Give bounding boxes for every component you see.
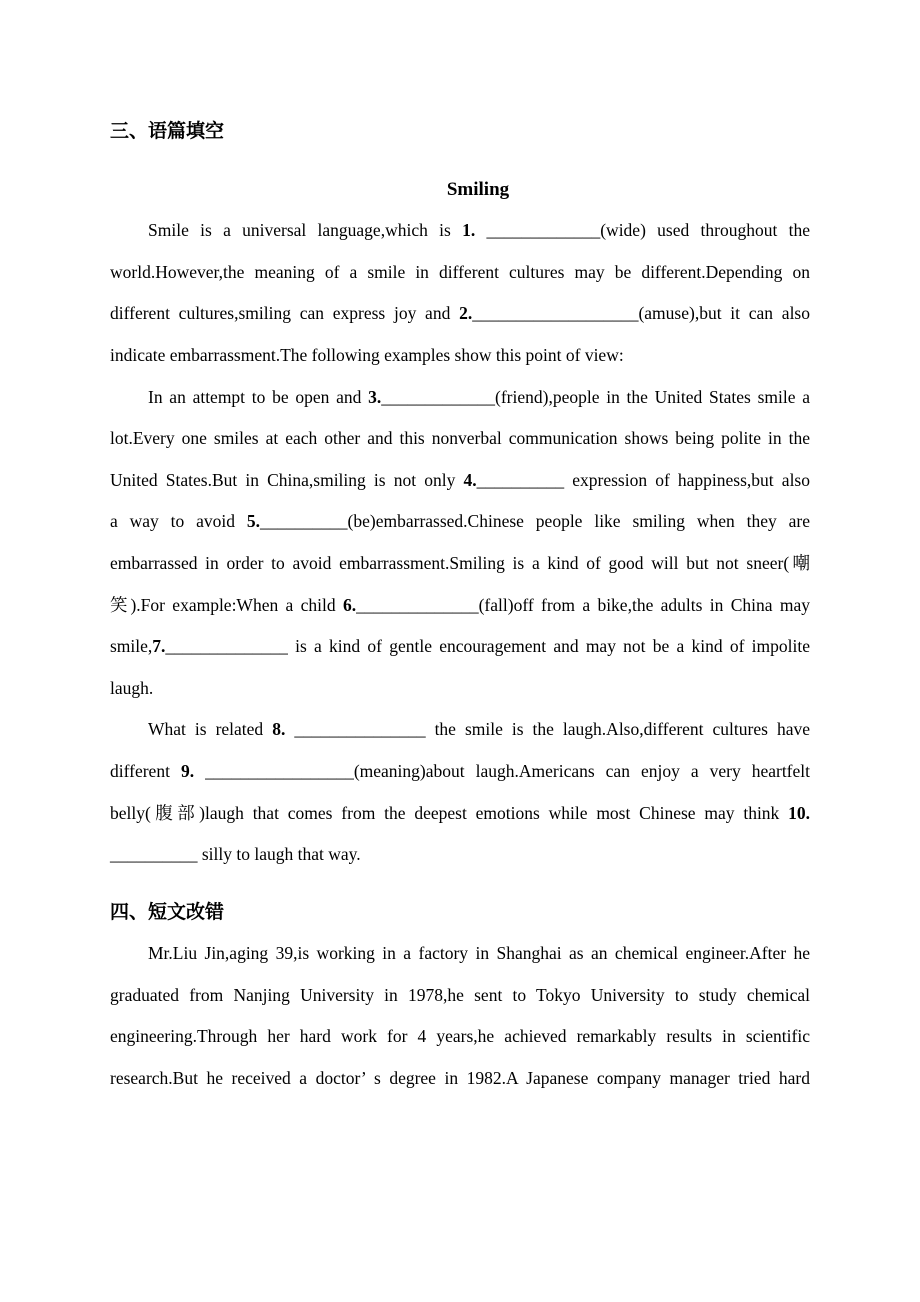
text-line: Mr.Liu Jin,aging 39,is working in a factory in Shanghai as an chemical engineer.After he <box>148 943 810 964</box>
text-line: graduated from Nanjing University in 1978,he sent to Tokyo University to study chemical <box>110 984 810 1005</box>
text-line: a way to avoid 5.__________(be)embarrassed.Chinese people like smiling when they are <box>110 511 810 532</box>
text-line: __________ silly to laugh that way. <box>110 844 361 865</box>
text-line: lot.Every one smiles at each other and this nonverbal communication shows being polite in the <box>110 428 810 449</box>
paragraph <box>110 933 810 1099</box>
text-line: Smile is a universal language,which is 1. _____________(wide) used throughout the <box>148 220 810 241</box>
text-line: laugh. <box>110 677 154 698</box>
section-heading-cloze: 三、语篇填空 <box>110 121 225 142</box>
text-line: belly(腹部)laugh that comes from the deepest emotions while most Chinese may think 10. <box>110 802 810 823</box>
text-line: research.But he received a doctor’ s degree in 1982.A Japanese company manager tried hard <box>110 1068 810 1089</box>
text-line: different 9. _________________(meaning)about laugh.Americans can enjoy a very heartfelt <box>110 760 810 781</box>
text-line: United States.But in China,smiling is not only 4.__________ expression of happiness,but also <box>110 469 810 490</box>
section-heading-error-correction: 四、短文改错 <box>110 901 225 923</box>
text-line: smile,7.______________ is a kind of gentle encouragement and may not be a kind of impolite <box>110 636 810 657</box>
paragraph <box>110 210 810 376</box>
passage-title: Smiling <box>446 178 510 200</box>
paragraph <box>110 377 810 710</box>
text-line: world.However,the meaning of a smile in different cultures may be different.Depending on <box>110 261 810 282</box>
text-line: engineering.Through her hard work for 4 years,he achieved remarkably results in scientific <box>110 1026 810 1047</box>
text-line: What is related 8. _______________ the smile is the laugh.Also,different cultures have <box>148 719 810 740</box>
text-line: indicate embarrassment.The following examples show this point of view: <box>110 344 624 365</box>
paragraph <box>110 709 810 875</box>
text-line: embarrassed in order to avoid embarrassment.Smiling is a kind of good will but not sneer(嘲 <box>110 552 810 573</box>
text-line: 笑).For example:When a child 6.______________(fall)off from a bike,the adults in China may <box>110 594 811 615</box>
text-line: In an attempt to be open and 3._____________(friend),people in the United States smile a <box>148 386 810 407</box>
text-line: different cultures,smiling can express joy and 2.___________________(amuse),but it can also <box>110 303 810 324</box>
